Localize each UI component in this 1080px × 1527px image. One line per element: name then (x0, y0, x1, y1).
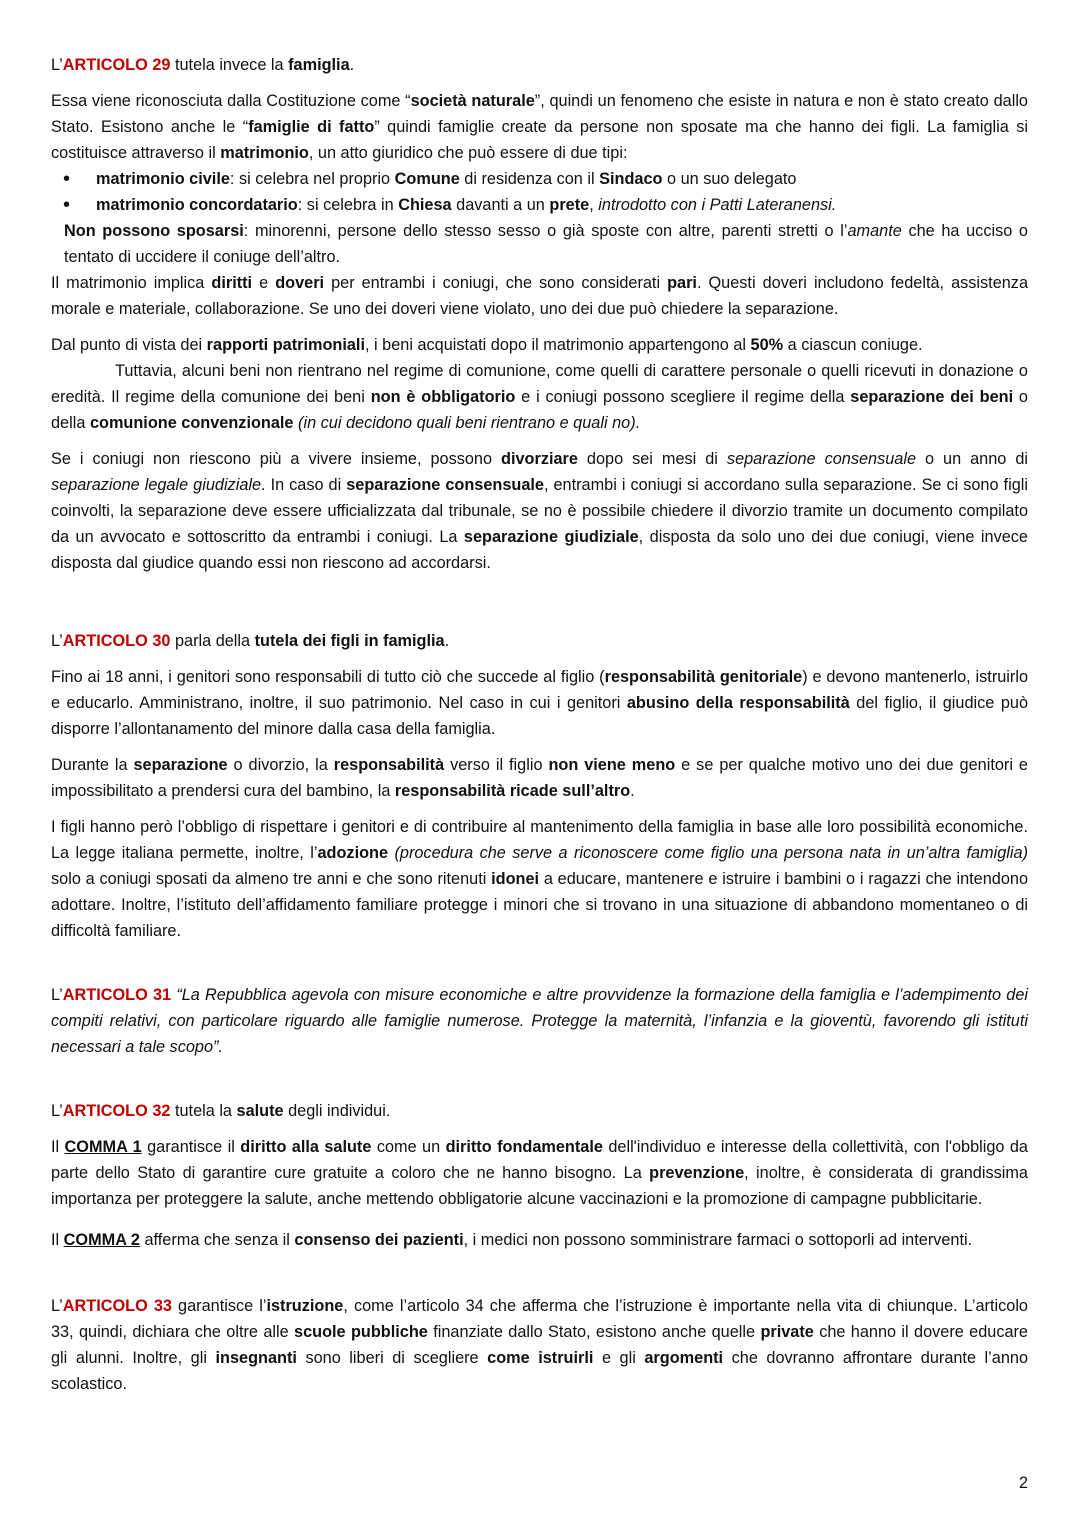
article-30-section (51, 628, 1028, 944)
article-29-label: ARTICOLO 29 (62, 56, 171, 74)
list-item-concordat-marriage: • matrimonio concordatario: si celebra in Chiesa davanti a un prete, introdotto con i Patti Lateranensi. (51, 192, 1028, 218)
divorce-paragraph: Se i coniugi non riescono più a vivere insieme, possono divorziare dopo sei mesi di separazione consensuale o un anno di separazione legale giudiziale. In caso di separazione consensuale, entrambi i coniugi si accordano sulla separazione. Se ci sono figli coinvolti, la separazione deve essere ufficializzata dal tribunale, se no è possibile chiedere il divorzio tramite un documento compilato da un avvocato e sottoscritto da entrambi i coniugi. La separazione giudiziale, disposta da solo uno dei due coniugi, viene invece disposta dal giudice quando essi non riescono ad accordarsi. (51, 450, 1028, 572)
article-29-heading: L’ARTICOLO 29 tutela invece la famiglia. (51, 56, 355, 74)
article-32-label: ARTICOLO 32 (62, 1102, 171, 1120)
community-regime-paragraph: Tuttavia, alcuni beni non rientrano nel regime di comunione, come quelli di carattere personale o quelli ricevuti in donazione o eredità. Il regime della comunione dei beni non è obbligatorio e i coniugi possono scegliere il regime della separazione dei beni o della comunione convenzionale (in cui decidono quali beni rientrano e quali no). (51, 362, 1028, 432)
property-relations-paragraph: Dal punto di vista dei rapporti patrimoniali, i beni acquistati dopo il matrimonio appartengono al 50% a ciascun coniuge. (51, 336, 923, 354)
separation-responsibility-paragraph: Durante la separazione o divorzio, la responsabilità verso il figlio non viene meno e se per qualche motivo uno dei due genitori e impossibilitato a prendersi cura del bambino, la responsabilità ricade sull’altro. (51, 756, 1028, 800)
article-32-heading: L’ARTICOLO 32 tutela la salute degli individui. (51, 1102, 391, 1120)
comma-2-paragraph: Il COMMA 2 afferma che senza il consenso dei pazienti, i medici non possono somministrare farmaci o sottoporli ad interventi. (51, 1231, 973, 1249)
marriage-types-list (51, 166, 1028, 218)
rights-duties-paragraph: Il matrimonio implica diritti e doveri per entrambi i coniugi, che sono considerati pari. Questi doveri includono fedeltà, assistenza morale e materiale, collaborazione. Se uno dei doveri viene violato, uno dei due può chiedere la separazione. (51, 274, 1029, 318)
list-item-civil-marriage: • matrimonio civile: si celebra nel proprio Comune di residenza con il Sindaco o un suo delegato (51, 166, 1028, 192)
article-33-paragraph: L’ARTICOLO 33 garantisce l’istruzione, come l’articolo 34 che afferma che l’istruzione è importante nella vita di chiunque. L’articolo 33, quindi, dichiara che oltre alle scuole pubbliche finanziate dallo Stato, esistono anche quelle private che hanno il dovere educare gli alunni. Inoltre, gli insegnanti sono liberi di scegliere come istruirli e gli argomenti che dovranno affrontare durante l’anno scolastico. (51, 1297, 1028, 1393)
article-31-paragraph: L’ARTICOLO 31 “La Repubblica agevola con misure economiche e altre provvidenze la formazione della famiglia e l’adempimento dei compiti relativi, con particolare riguardo alle famiglie numerose. Protegge la maternità, l’infanzia e la gioventù, favorendo gli istituti necessari a tale scopo”. (51, 986, 1028, 1056)
comma-1-paragraph: Il COMMA 1 garantisce il diritto alla salute come un diritto fondamentale dell'individuo e interesse della collettività, con l'obbligo da parte dello Stato di garantire cure gratuite a coloro che ne hanno bisogno. La prevenzione, inoltre, è considerata di grandissima importanza per proteggere la salute, anche mettendo obbligatorie alcune vaccinazioni e la promozione di campagne pubblicitarie. (51, 1138, 1028, 1208)
adoption-paragraph: I figli hanno però l’obbligo di rispettare i genitori e di contribuire al mantenimento della famiglia in base alle loro possibilità economiche. La legge italiana permette, inoltre, l’adozione (procedura che serve a riconoscere come figlio una persona nata in un’altra famiglia) solo a coniugi sposati da almeno tre anni e che sono ritenuti idonei a educare, mantenere e istruire i bambini o i ragazzi che intendono adottare. Inoltre, l’istituto dell’affidamento familiare protegge i minori che si trovano in una situazione di abbandono momentaneo o di difficoltà familiare. (51, 818, 1028, 940)
document-page (51, 52, 1028, 1397)
page-number: 2 (1018, 1474, 1028, 1492)
comma-2-label: COMMA 2 (63, 1231, 140, 1249)
article-32-section (51, 1098, 1028, 1253)
article-31-section (51, 982, 1028, 1060)
parental-responsibility-paragraph: Fino ai 18 anni, i genitori sono responsabili di tutto ciò che succede al figlio (responsabilità genitoriale) e devono mantenerlo, istruirlo e educarlo. Amministrano, inoltre, il suo patrimonio. Nel caso in cui i genitori abusino della responsabilità del figlio, il giudice può disporre l’allontanamento del minore dalla casa della famiglia. (51, 668, 1029, 738)
article-30-label: ARTICOLO 30 (62, 632, 171, 650)
article-31-label: ARTICOLO 31 (62, 986, 172, 1004)
cannot-marry-paragraph: Non possono sposarsi: minorenni, persone dello stesso sesso o già sposte con altre, parenti stretti o l’amante che ha ucciso o tentato di uccidere il coniuge dell’altro. (64, 222, 1028, 266)
article-29-section (51, 52, 1028, 576)
article-30-heading: L’ARTICOLO 30 parla della tutela dei figli in famiglia. (51, 632, 450, 650)
article-33-section (51, 1293, 1028, 1397)
comma-1-label: COMMA 1 (64, 1138, 142, 1156)
article-33-label: ARTICOLO 33 (62, 1297, 172, 1315)
article-29-intro-paragraph: Essa viene riconosciuta dalla Costituzione come “società naturale”, quindi un fenomeno che esiste in natura e non è stato creato dallo Stato. Esistono anche le “famiglie di fatto” quindi famiglie create da persone non sposate ma che hanno dei figli. La famiglia si costituisce attraverso il matrimonio, un atto giuridico che può essere di due tipi: (51, 92, 1028, 162)
